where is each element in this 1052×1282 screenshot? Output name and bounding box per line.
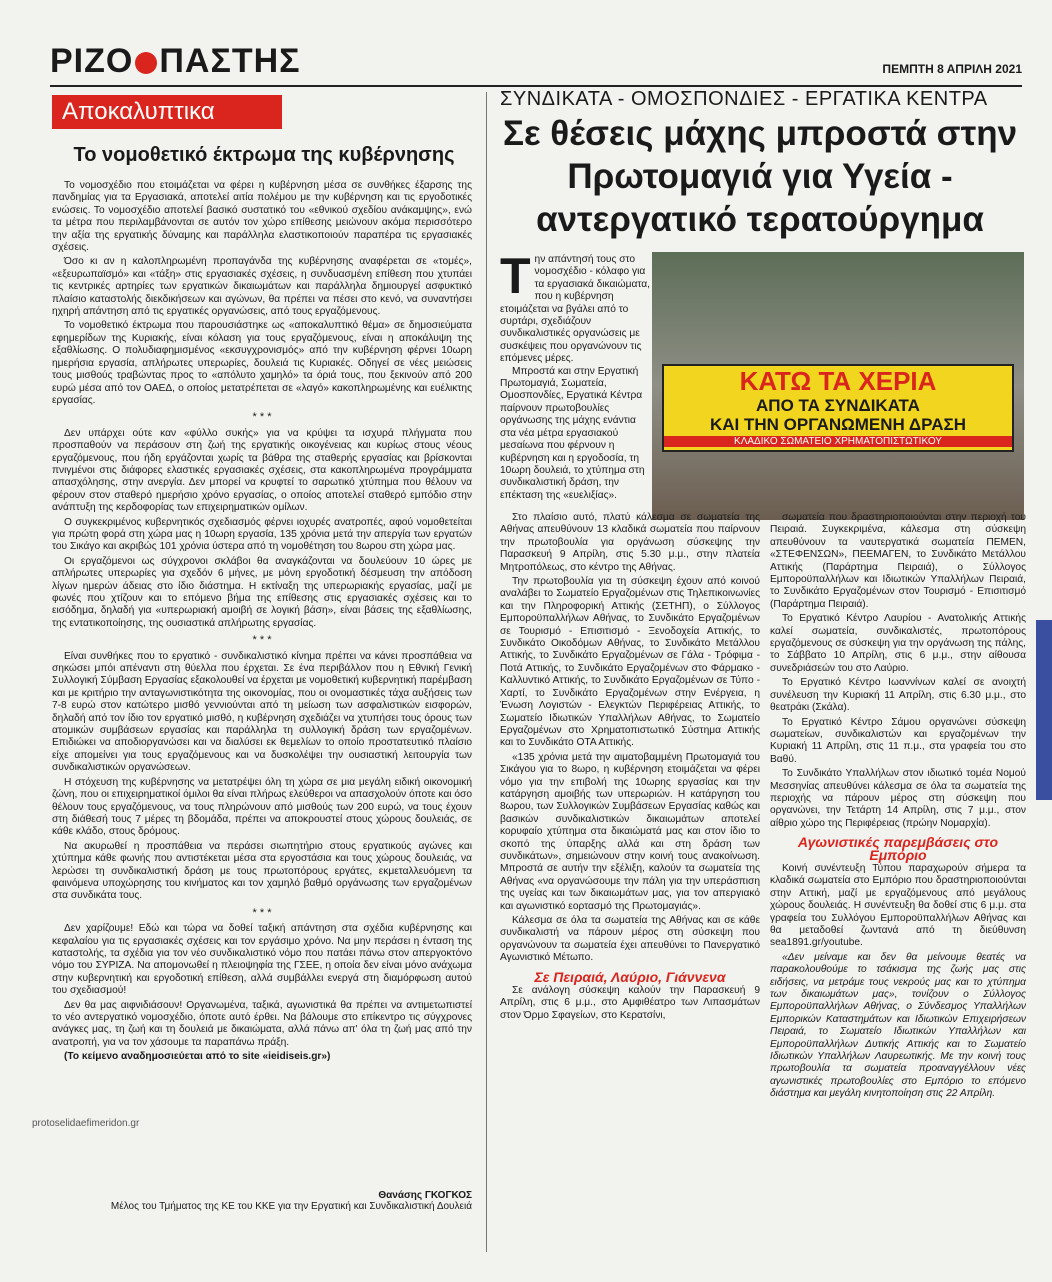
left-paragraph: Να ακυρωθεί η προσπάθεια να περάσει σιωπητήριο στους εργατικούς αγώνες και χτύπημα κάθε φωνής που αντιστέκεται μέσα στα εργοστάσια και τους χώρους δουλειάς, να λερώσει τη συνδικαλιστική δράση με τους πρωτοπόρους εργάτες, εκμεταλλευόμενη τα φαινόμενα υποχώρησης του κινήματος και τον χαμηλό βαθμό οργάνωσης των εργαζομένων στα συνδικάτα τους.: [52, 840, 472, 902]
right-paragraph: Κοινή συνέντευξη Τύπου παραχωρούν σήμερα τα κλαδικά σωματεία στο Εμπόριο που δραστηριοποιούνται στην Αττική, μαζί με εργαζόμενους από μεγάλους χώρους δουλειάς. Η συνέντευξη θα δοθεί στις 6 μ.μ. στα γραφεία του Συλλόγου Εμποροϋπαλλήλων Αθήνας και θα μεταδοθεί ζωντανά από τη διεύθυνση sea1891.gr/youtube.: [770, 862, 1026, 949]
section-label-left: Αποκαλυπτικα: [52, 95, 282, 129]
right-article-title: Σε θέσεις μάχης μπροστά στην Πρωτομαγιά για Υγεία - αντεργατικό τερατούργημα: [502, 114, 1018, 239]
left-paragraph: Το νομοθετικό έκτρωμα που παρουσιάστηκε ως «αποκαλυπτικό θέμα» σε δημοσιεύματα εφημερίδων της Κυριακής, είναι κόλαση για τους εργαζόμενους, είναι η αποκάλυψη της εξαθλίωσης. Ο πολυδιαφημισμένος «εκσυγχρονισμός» από την κυβέρνηση φέρνει 10ωρη ημερήσια εργασία, απλήρωτες υπερωρίες, δουλειά τις Κυριακές. Οδηγεί σε νέες μειώσεις τους μισθούς τραβώντας προς το «απόλυτο χαμηλό» τα όριά τους, που ξεκινούν από 200 ευρώ μέσα από τον ΟΑΕΔ, ο οποίος μετατρέπεται σε «λαγό» κακοπληρωμένης και ευέλικτης εργασίας.: [52, 320, 472, 406]
right-paragraph: Το Εργατικό Κέντρο Σάμου οργανώνει σύσκεψη σωματείων, συνδικαλιστών και εργαζομένων την Κυριακή 11 Απρίλη, στις 11 π.μ., στα γραφεία του στο Βαθύ.: [770, 716, 1026, 765]
banner-line-2: ΑΠΟ ΤΑ ΣΥΝΔΙΚΑΤΑ: [756, 396, 920, 415]
protest-banner: [662, 364, 1014, 452]
left-paragraph: Το νομοσχέδιο που ετοιμάζεται να φέρει η κυβέρνηση μέσα σε συνθήκες έξαρσης της πανδημίας για τα Εργασιακά, αποτελεί αιτία πολέμου με την κυβέρνηση και τις εργοδοτικές ενώσεις. Το νομοσχέδιο αποτελεί βασικό συστατικό του «εθνικού σχεδίου ανάκαμψης», ενώ τα μέτρα που περιλαμβάνονται σε αυτόν τον χώρο επίθεσης μειώνουν ακόμα περισσότερο την αξία της εργατικής δύναμης και παράλληλα ελαστικοποιούν παραπέρα τις εργασιακές σχέσεις.: [52, 180, 472, 254]
page-edge-tab: [1036, 620, 1052, 800]
banner-line-4: ΚΛΑΔΙΚΟ ΣΩΜΑΤΕΙΟ ΧΡΗΜΑΤΟΠΙΣΤΩΤΙΚΟΥ: [664, 436, 1012, 447]
left-paragraph: Είναι συνθήκες που το εργατικό - συνδικαλιστικό κίνημα πρέπει να κάνει προσπάθεια να σηκώσει μπόι απέναντι στη θύελλα που έρχεται. Σε ένα περιβάλλον που η Εθνική Γενική Συλλογική Σύμβαση Εργασίας εξακολουθεί να έρχεται με νομοθετική κυβερνητική παρέμβαση και με κριτήριο την ανταγωνιστικότητα της οικονομίας, που οι ονομαστικές τάχα αυξήσεις των 7-8 ευρώ στον κατώτερο μισθό γεννιούνται από τη μείωση των ασφαλιστικών εισφορών, δηλαδή από τον ίδιο τον εργατικό μισθό, η κυβέρνηση σχεδιάζει να χτυπήσει τους όρους των ατομικών συμβάσεων εργασίας και παράλληλα τη συλλογική δράση των εργαζομένων. Επιδιώκει να αποδιοργανώσει και να διαλύσει εκ θεμελίων το οποίο προστατευτικό πλαίσιο είχε απομείνει για τους εργαζόμενους και να δυσκολέψει την ουσιαστική λειτουργία των συνδικαλιστικών οργανώσεων.: [52, 650, 472, 774]
masthead-logo: [50, 42, 301, 81]
right-body-col-1: [500, 512, 760, 1282]
right-paragraph: Το Εργατικό Κέντρο Λαυρίου - Ανατολικής Αττικής καλεί σωματεία, συνδικαλιστές, πρωτοπόρους εργαζόμενους σε σύσκεψη για την οργάνωση της πάλης, το Σάββατο 10 Απρίλη, στις 6 μ.μ., στην αίθουσα συνεδριάσεών του στο Λαύριο.: [770, 613, 1026, 674]
masthead-rule: [50, 85, 1022, 87]
right-paragraph: σωματεία που δραστηριοποιούνται στην περιοχή του Πειραιά. Συγκεκριμένα, κάλεσμα στη σύσκεψη απευθύνουν τα ναυτεργατικά σωματεία ΠΕΜΕΝ, «ΣΤΕΦΕΝΣΩΝ», ΠΕΕΜΑΓΕΝ, το Συνδικάτο Μετάλλου Αττικής (Παράρτημα Πειραιά), ο Σύλλογος Εμποροϋπαλλήλων και Ιδιωτικών Υπαλλήλων Πειραιά, το Συνδικάτο Εργαζομένων στον Τουρισμό - Επισιτισμό (Παράρτημα Πειραιά).: [770, 512, 1026, 610]
right-paragraph: «Δεν μείναμε και δεν θα μείνουμε θεατές να παρακολουθούμε το τσάκισμα της ζωής μας στις ειδήσεις, να μετράμε τους νεκρούς μας και το χτύπημα των δικαιωμάτων μας», τονίζουν ο Σύλλογος Εμποροϋπαλλήλων Αθήνας, ο Σύνδεσμος Υπαλλήλων Εμπορικών Καταστημάτων και Ιδιωτικών Επιχειρήσεων Πειραιά, το Σωματείο Ιδιωτικών Υπαλλήλων και Εμποροϋπαλλήλων Δυτικής Αττικής και το Σωματείο Ιδιωτικών Υπαλλήλων Λαυρεωτικής. Με την κοινή τους πρωτοβουλία τα σωματεία προαναγγέλλουν νέες αγωνιστικές πρωτοβουλίες στο Εμπόριο το επόμενο διάστημα και μεγάλη κινητοποίηση στις 22 Απρίλη.: [770, 951, 1026, 1100]
right-paragraph: Την πρωτοβουλία για τη σύσκεψη έχουν από κοινού αναλάβει το Σωματείο Εργαζομένων στις Τηλεπικοινωνίες και την Πληροφορική Αττικής (ΣΕΤΗΠ), ο Σύλλογος Εμποροϋπαλλήλων Αθήνας, το Συνδικάτο Εργαζομένων σε Τουρισμό - Επισιτισμό - Ξενοδοχεία Αττικής, το Συνδικάτο Οικοδόμων Αθήνας, το Συνδικάτο Μετάλλου Αττικής, το Συνδικάτο Εργαζομένων σε Γάλα - Τρόφιμα - Ποτά Αττικής, το Συνδικάτο Εργαζομένων στο Φάρμακο - Καλλυντικό Αττικής, το Συνδικάτο Εργαζομένων σε Τύπο - Χαρτί, το Συνδικάτο Εργαζομένων στην Ενέργεια, η Ένωση Λογιστών - Ελεγκτών Περιφέρειας Αττικής, το Σωματείο Ιδιωτικών Υπαλλήλων Αθήνας, το Σωματείο Εργαζομένων στο Χρηματοπιστωτικό Σύστημα Αττικής και το Συνδικάτο ΟΤΑ Αττικής.: [500, 576, 760, 749]
right-paragraph: Το Συνδικάτο Υπαλλήλων στον ιδιωτικό τομέα Νομού Μεσσηνίας απευθύνει κάλεσμα σε όλα τα σωματεία της περιοχής να πάρουν μέρος στη σύσκεψη που οργανώνει, την Τετάρτη 14 Απρίλη, στις 7 μ.μ., στον αίθριο χώρο της Περιφέρειας (πρώην Νομαρχία).: [770, 768, 1026, 829]
column-divider: [486, 92, 487, 1252]
left-paragraph: Δεν θα μας αιφνιδιάσουν! Οργανωμένα, ταξικά, αγωνιστικά θα πρέπει να αντιμετωπιστεί το νέο αντεργατικό νομοσχέδιο, όποτε αυτό έρθει. Να βάλουμε στο επίκεντρο τις σύγχρονες ανάγκες μας, τη ζωή και τη δουλειά με δικαιώματα, αλλά πάνω απ' όλα τη ζωή μας από την ανατροπή, για να τον χάσουμε τα παραπάνω πράξη.: [52, 999, 472, 1048]
dropcap: Τ: [500, 254, 531, 304]
protest-photo: [652, 252, 1024, 520]
subhead-commerce: Αγωνιστικές παρεμβάσεις στο Εμπόριο: [797, 834, 999, 863]
banner-line-1: ΚΑΤΩ ΤΑ ΧΕΡΙΑ: [739, 366, 937, 396]
right-paragraph: Μπροστά και στην Εργατική Πρωτομαγιά, Σωματεία, Ομοσπονδίες, Εργατικά Κέντρα παίρνουν πρωτοβουλίες οργάνωσης της μάχης ενάντια στα νέα μέτρα εργασιακού μεσαίωνα που φέρνουν η κυβέρνηση και η εργοδοσία, τη 10ωρη δουλειά, το χτύπημα στη συνδικαλιστική δράση, την επέκταση της «ευελιξίας».: [500, 365, 645, 501]
section-stars: * * *: [252, 411, 272, 424]
left-paragraph: Δεν χαρίζουμε! Εδώ και τώρα να δοθεί ταξική απάντηση στα σχέδια κυβέρνησης και κεφαλαίου για τις εργασιακές σχέσεις και τον εργάσιμο χρόνο. Να μην περάσει η ένταση της καταστολής, τα σχέδια για τον νέο συνδικαλιστικό νόμο που πατάει πάνω στον απεργοκτόνο νόμο του ΣΥΡΙΖΑ. Να απομονωθεί η πλειοψηφία της ΓΣΕΕ, η οποία δεν είναι μόνο ανάχωμα στην κυβερνητική και εργοδοτική επίθεση, αλλά συμβάλλει ενεργά στη διαμόρφωση αυτού του σχεδιασμού!: [52, 923, 472, 997]
intro-text: ην απάντησή τους στο νομοσχέδιο - κόλαφο για τα εργασιακά δικαιώματα, που η κυβέρνηση ετοιμάζεται να βγάλει από το συρτάρι, σχεδιάζουν συνδικαλιστικές οργανώσεις με συσκέψεις που οργανώνουν τις επόμενες μέρες.: [500, 254, 650, 365]
author-role: Μέλος του Τμήματος της ΚΕ του ΚΚΕ για την Εργατική και Συνδικαλιστική Δουλειά: [110, 1201, 472, 1212]
right-paragraph: Κάλεσμα σε όλα τα σωματεία της Αθήνας και σε κάθε συνδικαλιστή να πάρουν μέρος στη σύσκεψη που οργανώνουν τα σωματεία έχει απευθύνει το Πανεργατικό Αγωνιστικό Μέτωπο.: [500, 915, 760, 964]
right-paragraph: Το Εργατικό Κέντρο Ιωαννίνων καλεί σε ανοιχτή συνέλευση την Κυριακή 11 Απρίλη, στις 6.30 μ.μ., στο θεατράκι (Σκάλα).: [770, 677, 1026, 714]
left-article-title: Το νομοθετικό έκτρωμα της κυβέρνησης: [73, 144, 455, 166]
left-article-body: [52, 180, 472, 1190]
banner-line-3: ΚΑΙ ΤΗΝ ΟΡΓΑΝΩΜΕΝΗ ΔΡΑΣΗ: [710, 415, 966, 434]
right-body-col-2: [770, 512, 1026, 1252]
right-paragraph: Σε ανάλογη σύσκεψη καλούν την Παρασκευή 9 Απρίλη, στις 6 μ.μ., στο Αμφιθέατρο των Λιπασμάτων στον Όρμο Σφαγείων, στο Κερατσίνι,: [500, 985, 760, 1021]
issue-date: ΠΕΜΠΤΗ 8 ΑΠΡΙΛΗ 2021: [882, 62, 1022, 76]
left-paragraph: Δεν υπάρχει ούτε καν «φύλλο συκής» για να κρύψει τα ισχυρά πλήγματα που προσπαθούν να περάσουν στη ζωή της εργατικής οικογένειας και κυρίως στους νέους εργαζόμενους, που ήδη εργάζονται χωρίς τα βάθρα της σταθερής εργασίας και βρίσκονται πνιγμένοι στις διάφορες ελαστικές εργασιακές σχέσεις, στα κακοπληρωμένα προγράμματα απασχόλησης, στην ανεργία. Δεν μπορεί να κρυφτεί το σαρωτικό χτύπημα που θέλουν να φέρουν στον σταθερό ημερήσιο χρόνο εργασίας, ο οποίος αποτελεί σταθερό εμπόδιο στην ανάπτυξη της κερδοφορίας των επιχειρηματικών ομίλων.: [52, 427, 472, 514]
left-paragraph: Όσο κι αν η καλοπληρωμένη προπαγάνδα της κυβέρνησης αναφέρεται σε «τομές», «εξευρωπαϊσμό» και «τάξη» στις εργασιακές σχέσεις, η συνδυασμένη επίθεση που χτυπάει τις κεντρικές αρτηρίες των εργατικών δικαιωμάτων και παράλληλα δημιουργεί ασφυκτικό πλαίσιο καταστολής διεκδικήσεων και αγώνων, θα πρέπει να πέσει στο κενό, να συναντήσει ηχηρή απάντηση από τις εργατικές οργανώσεις, από τους εργαζόμενους.: [52, 256, 472, 318]
watermark: protoselidaefimeridon.gr: [32, 1118, 140, 1129]
author-name: Θανάσης ΓΚΟΓΚΟΣ: [378, 1190, 472, 1201]
left-paragraph: Οι εργαζόμενοι ως σύγχρονοι σκλάβοι θα αναγκάζονται να δουλεύουν 10 ώρες με απλήρωτες υπερωρίες για σχεδόν 6 μήνες, με μόνη εργοδοτική δέσμευση την απόδοση λίγων ημερών άδειας στο ίδιο διάστημα. Η εκτίναξη της υπερωριακής εργασίας, μαζί με φωνές που χτίζουν και το επόμενο βήμα της επίθεσης στις εργασιακές σχέσεις και το εισόδημα, δηλαδή για «υπερωριακή αμοιβή σε λογική βάση», είναι βάσεις της εξαθλίωσης, της εντατικοποίησης, της ουσιαστικά απλήρωτης εργασίας.: [52, 555, 472, 629]
masthead-name-a: ΡΙΖΟ: [50, 42, 134, 80]
right-intro: [500, 254, 650, 526]
subhead-piraeus: Σε Πειραιά, Λαύριο, Γιάννενα: [534, 968, 726, 985]
left-source-note: (Το κείμενο αναδημοσιεύεται από το site «ieidiseis.gr»): [64, 1051, 331, 1063]
section-stars: * * *: [252, 906, 272, 919]
right-paragraph: Στο πλαίσιο αυτό, πλατύ κάλεσμα σε σωματεία της Αθήνας απευθύνουν 13 κλαδικά σωματεία που παίρνουν την πρωτοβουλία για οργάνωση σύσκεψης την Παρασκευή 9 Απρίλη, στις 5.30 μ.μ., στην πλατεία Μητροπόλεως, στο κέντρο της Αθήνας.: [500, 512, 760, 573]
section-label-right: ΣΥΝΔΙΚΑΤΑ - ΟΜΟΣΠΟΝΔΙΕΣ - ΕΡΓΑΤΙΚΑ ΚΕΝΤΡΑ: [500, 88, 988, 110]
right-paragraph: «135 χρόνια μετά την αιματοβαμμένη Πρωτομαγιά του Σικάγου για το 8ωρο, η κυβέρνηση ετοιμάζεται να φέρει νόμο για την επιβολή της 10ωρης εργασίας και την κατάργηση αμοιβής των υπερωριών. Η κατάργηση του 8ωρου, των Συλλογικών Συμβάσεων Εργασίας καθώς και βασικών συνδικαλιστικών δικαιωμάτων αποτελεί κορυφαίο χτύπημα στα δικαιώματά μας και στον ίδιο το σκοπό της ύπαρξης αλλά και στη δράση των συνδικάτων», σημειώνουν στην κοινή τους ανακοίνωση. Μπροστά σε αυτήν την εξέλιξη, καλούν τα σωματεία της Αθήνας «να οργανώσουμε την πάλη για την υπεράσπιση της υγείας και των δικαιωμάτων μας, για τον απεργιακό και αγωνιστικό εορτασμό της Πρωτομαγιάς».: [500, 751, 760, 912]
left-paragraph: Η στόχευση της κυβέρνησης να μετατρέψει όλη τη χώρα σε μια μεγάλη ειδική οικονομική ζώνη, που οι επιχειρηματικοί όμιλοι θα είναι πλήρως ελεύθεροι να απασχολούν όποτε και όσο θέλουν τους εργαζόμενους, να τους πληρώνουν από μισθούς των 200 ευρώ, να τους έχουν στη διάθεσή τους 7 μέρες τη βδομάδα, πρέπει να αποκρουστεί στους χώρους δουλειάς, σε κάθε κλάδο, στους δρόμους.: [52, 776, 472, 838]
masthead-name-b: ΠΑΣΤΗΣ: [159, 42, 301, 80]
section-stars: * * *: [252, 634, 272, 647]
logo-emblem-icon: [135, 52, 157, 74]
left-paragraph: Ο συγκεκριμένος κυβερνητικός σχεδιασμός φέρνει ιοχυρές ανατροπές, αφού νομοθετείται για πρώτη φορά στη χώρα μας η 10ωρη εργασία, 135 χρόνια μετά την απεργία των εργατών του Σικάγο και ακριβώς 101 χρόνια ύστερα από τη νομοθέτηση του 8ωρου στη χώρα μας.: [52, 516, 472, 553]
author-signature: [52, 1190, 472, 1212]
